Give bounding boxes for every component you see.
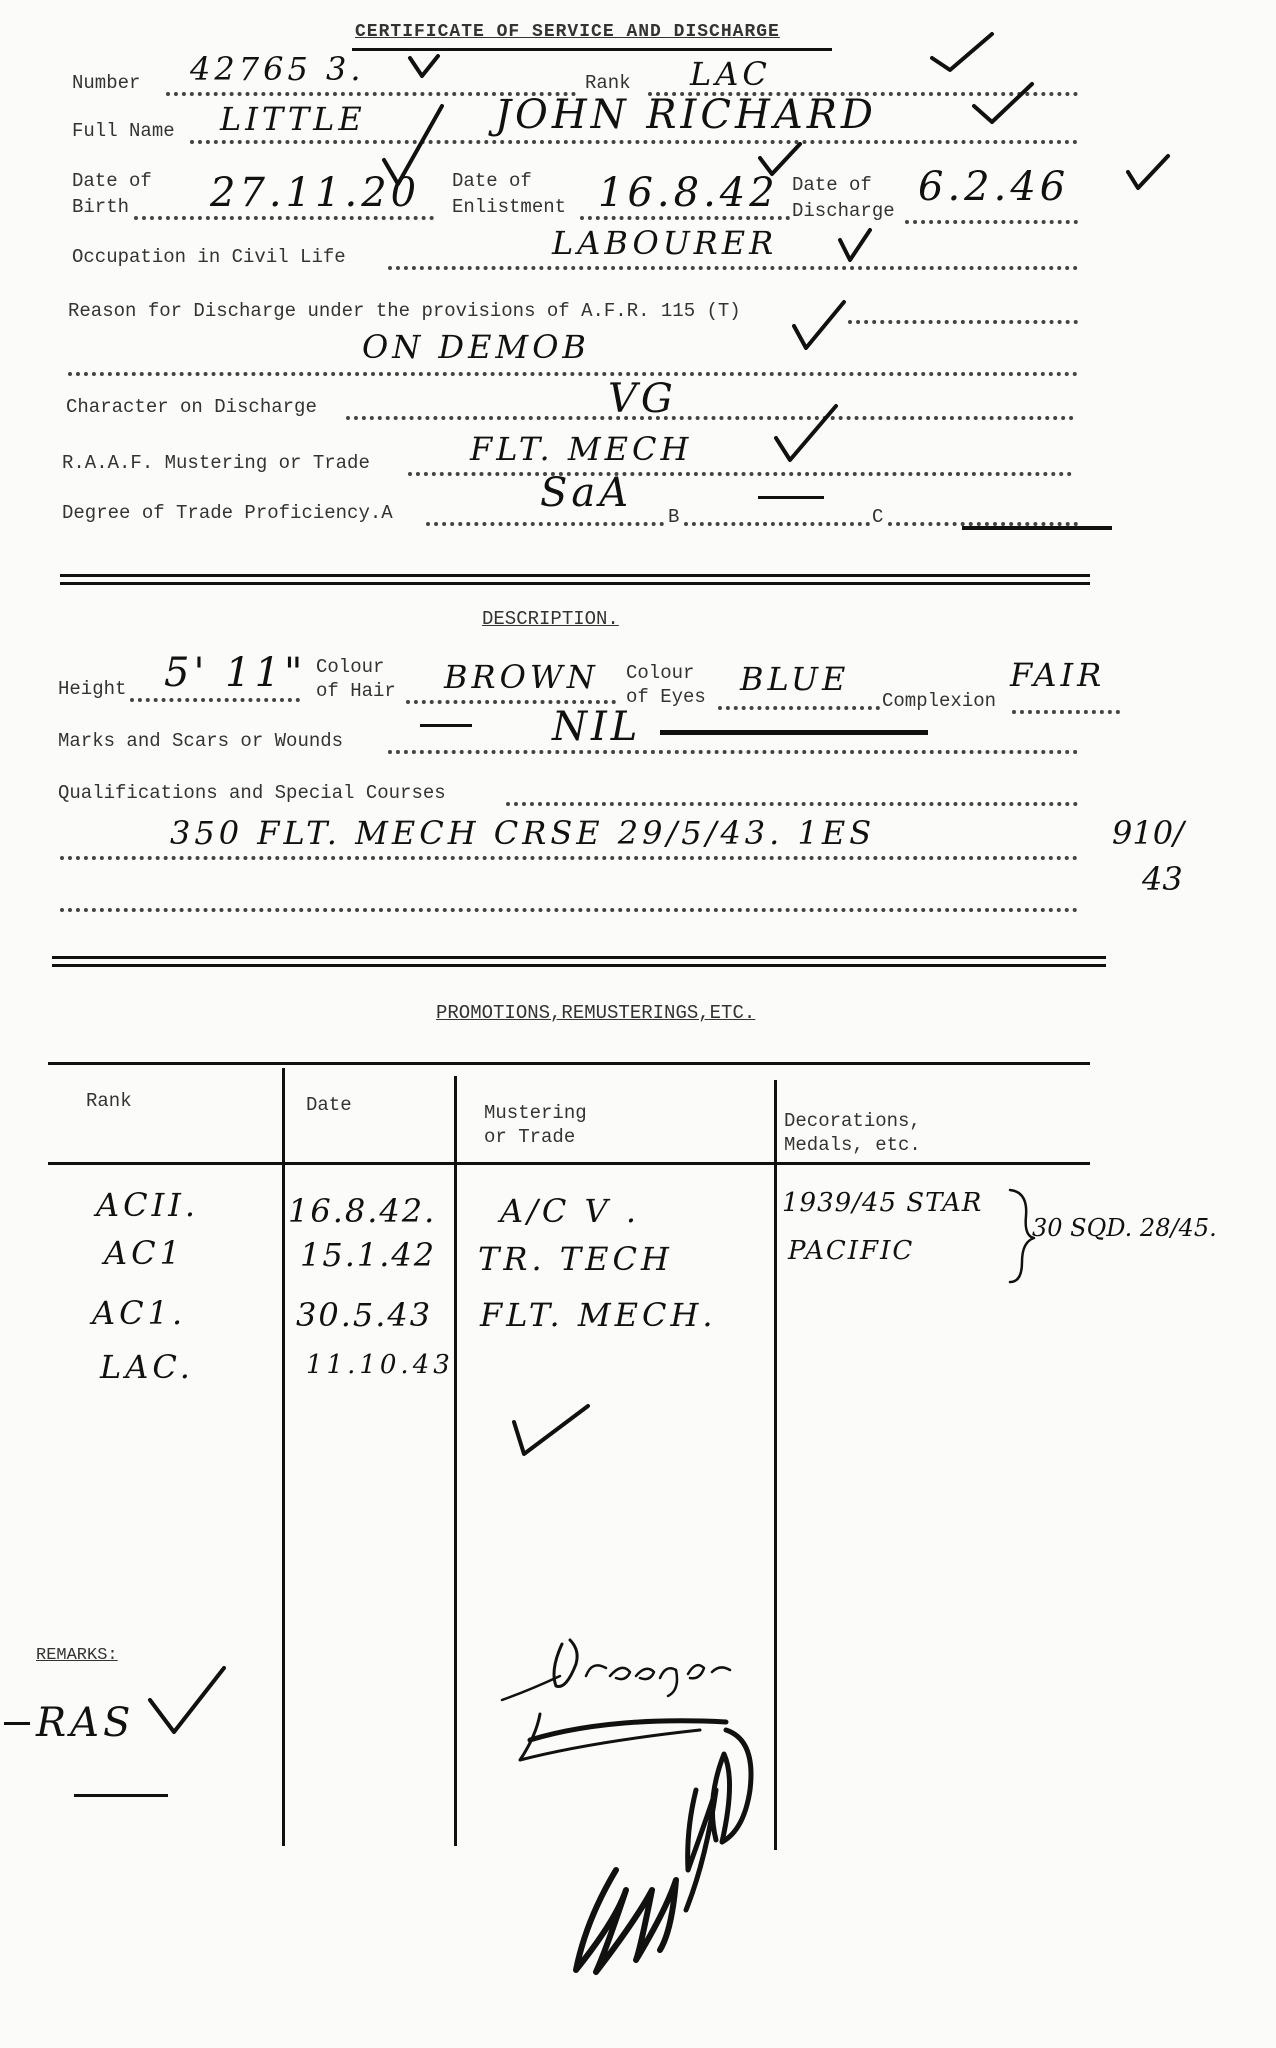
row-2-rank: AC1	[104, 1234, 184, 1272]
col-header-rank: Rank	[86, 1090, 132, 1112]
hair-label-2: of Hair	[316, 680, 396, 702]
enlistment-label-2: Enlistment	[452, 196, 567, 218]
col-header-mustering-1: Mustering	[484, 1102, 587, 1124]
decoration-line-1: 1939/45 STAR	[782, 1188, 983, 1218]
enlistment-value: 16.8.42	[598, 170, 779, 216]
occupation-value: LABOURER	[552, 224, 778, 262]
title-underline	[352, 48, 832, 51]
birth-label-1: Date of	[72, 170, 152, 192]
proficiency-b-label: B	[668, 506, 680, 528]
col-header-mustering-2: or Trade	[484, 1126, 576, 1148]
rank-value: LAC	[690, 55, 771, 93]
row-3-rank: AC1.	[92, 1294, 187, 1332]
birth-field-line	[134, 216, 434, 220]
check-title-icon	[928, 28, 998, 74]
marks-label: Marks and Scars or Wounds	[58, 730, 344, 752]
eyes-label-1: Colour	[626, 662, 695, 684]
rank-label: Rank	[585, 72, 631, 94]
section-rule-2a	[52, 956, 1106, 959]
table-col-divider-1	[282, 1068, 285, 1846]
row-3-date: 30.5.43	[296, 1296, 433, 1334]
check-table-icon	[510, 1400, 594, 1460]
check-name-icon	[380, 100, 450, 190]
col-header-date: Date	[306, 1094, 352, 1116]
marks-dash-left	[420, 724, 472, 727]
row-4-rank: LAC.	[100, 1348, 194, 1386]
description-heading: DESCRIPTION.	[482, 608, 619, 630]
reason-label: Reason for Discharge under the provisions of A.F.R. 115 (T)	[68, 300, 741, 322]
eyes-value: BLUE	[740, 660, 850, 698]
character-field-line	[346, 416, 1074, 420]
character-label: Character on Discharge	[66, 396, 317, 418]
height-field-line	[130, 698, 300, 702]
decoration-line-2: PACIFIC	[788, 1236, 915, 1266]
section-rule-1b	[60, 582, 1090, 585]
discharge-label-1: Date of	[792, 174, 872, 196]
number-value: 42765 3.	[190, 50, 365, 88]
remarks-label: REMARKS:	[36, 1646, 118, 1665]
discharge-field-line	[905, 220, 1078, 224]
check-number-icon	[404, 52, 444, 82]
number-label: Number	[72, 72, 141, 94]
reason-field-line-2	[68, 372, 1078, 376]
birth-value: 27.11.20	[210, 170, 421, 216]
qualifications-field-line-3	[60, 908, 1078, 912]
surname-value: LITTLE	[220, 100, 366, 138]
col-header-decorations-2: Medals, etc.	[784, 1134, 921, 1156]
row-1-date: 16.8.42.	[288, 1192, 437, 1230]
occupation-label: Occupation in Civil Life	[72, 246, 346, 268]
qualifications-field-line-1	[506, 802, 1078, 806]
table-col-divider-2	[454, 1076, 457, 1846]
row-2-trade: TR. TECH	[478, 1240, 673, 1278]
discharge-value: 6.2.46	[918, 164, 1070, 210]
proficiency-c-dash	[962, 526, 1112, 530]
check-remarks-icon	[146, 1662, 230, 1742]
qualifications-value: 350 FLT. MECH CRSE 29/5/43. 1ES	[170, 814, 876, 852]
table-header-rule	[48, 1162, 1090, 1165]
reason-field-line-1	[848, 320, 1078, 324]
decoration-note: 30 SQD. 28/45.	[1032, 1214, 1217, 1242]
proficiency-a-value: SaA	[540, 470, 633, 516]
hair-value: BROWN	[444, 658, 599, 696]
proficiency-a-line	[426, 522, 664, 526]
row-2-date: 15.1.42	[300, 1236, 437, 1274]
character-value: VG	[608, 376, 677, 422]
check-occupation-icon	[836, 226, 876, 266]
full-name-field-line	[190, 140, 1078, 144]
marks-value: NIL	[552, 704, 642, 750]
eyes-field-line	[718, 706, 880, 710]
complexion-label: Complexion	[882, 690, 997, 712]
decoration-brace	[1006, 1186, 1036, 1286]
eyes-label-2: of Eyes	[626, 686, 706, 708]
row-3-trade: FLT. MECH.	[480, 1296, 717, 1334]
remarks-value: RAS	[36, 1700, 135, 1746]
complexion-field-line	[1012, 710, 1120, 714]
marks-field-line	[388, 750, 1078, 754]
complexion-value: FAIR	[1010, 656, 1106, 694]
proficiency-b-dash	[758, 496, 824, 499]
reason-value: ON DEMOB	[362, 328, 590, 366]
row-1-trade: A/C V .	[500, 1192, 640, 1230]
qualifications-margin-top: 910/	[1112, 814, 1184, 852]
birth-label-2: Birth	[72, 196, 130, 218]
hair-label-1: Colour	[316, 656, 385, 678]
member-signature	[556, 1720, 776, 1980]
mustering-value: FLT. MECH	[470, 430, 693, 468]
qualifications-field-line-2	[60, 856, 1078, 860]
check-discharge-icon	[1124, 150, 1174, 194]
height-label: Height	[58, 678, 127, 700]
proficiency-c-label: C	[872, 506, 884, 528]
mustering-field-line	[408, 472, 1072, 476]
remarks-underline	[74, 1794, 168, 1797]
row-4-date: 11.10.43	[306, 1350, 454, 1380]
certificate-title: CERTIFICATE OF SERVICE AND DISCHARGE	[355, 22, 780, 42]
enlistment-label-1: Date of	[452, 170, 532, 192]
col-header-decorations-1: Decorations,	[784, 1110, 921, 1132]
height-value: 5' 11"	[164, 650, 307, 696]
full-name-label: Full Name	[72, 120, 175, 142]
enlistment-field-line	[580, 216, 790, 220]
marks-dash-right	[660, 730, 928, 735]
promotions-heading: PROMOTIONS,REMUSTERINGS,ETC.	[436, 1002, 756, 1024]
section-rule-1a	[60, 574, 1090, 577]
check-enlistment-icon	[756, 140, 806, 180]
check-reason-icon	[790, 296, 850, 354]
mustering-label: R.A.A.F. Mustering or Trade	[62, 452, 370, 474]
occupation-field-line	[388, 266, 1078, 270]
check-rank-icon	[970, 78, 1040, 128]
proficiency-label: Degree of Trade Proficiency.A	[62, 502, 393, 524]
remarks-dash	[4, 1722, 30, 1725]
section-rule-2b	[52, 964, 1106, 967]
table-top-rule	[48, 1062, 1090, 1065]
proficiency-b-line	[684, 522, 870, 526]
check-character-icon	[772, 400, 842, 466]
qualifications-label: Qualifications and Special Courses	[58, 782, 446, 804]
discharge-label-2: Discharge	[792, 200, 895, 222]
qualifications-margin-bottom: 43	[1142, 860, 1183, 898]
row-1-rank: ACII.	[96, 1186, 200, 1224]
given-names-value: JOHN RICHARD	[495, 92, 877, 138]
